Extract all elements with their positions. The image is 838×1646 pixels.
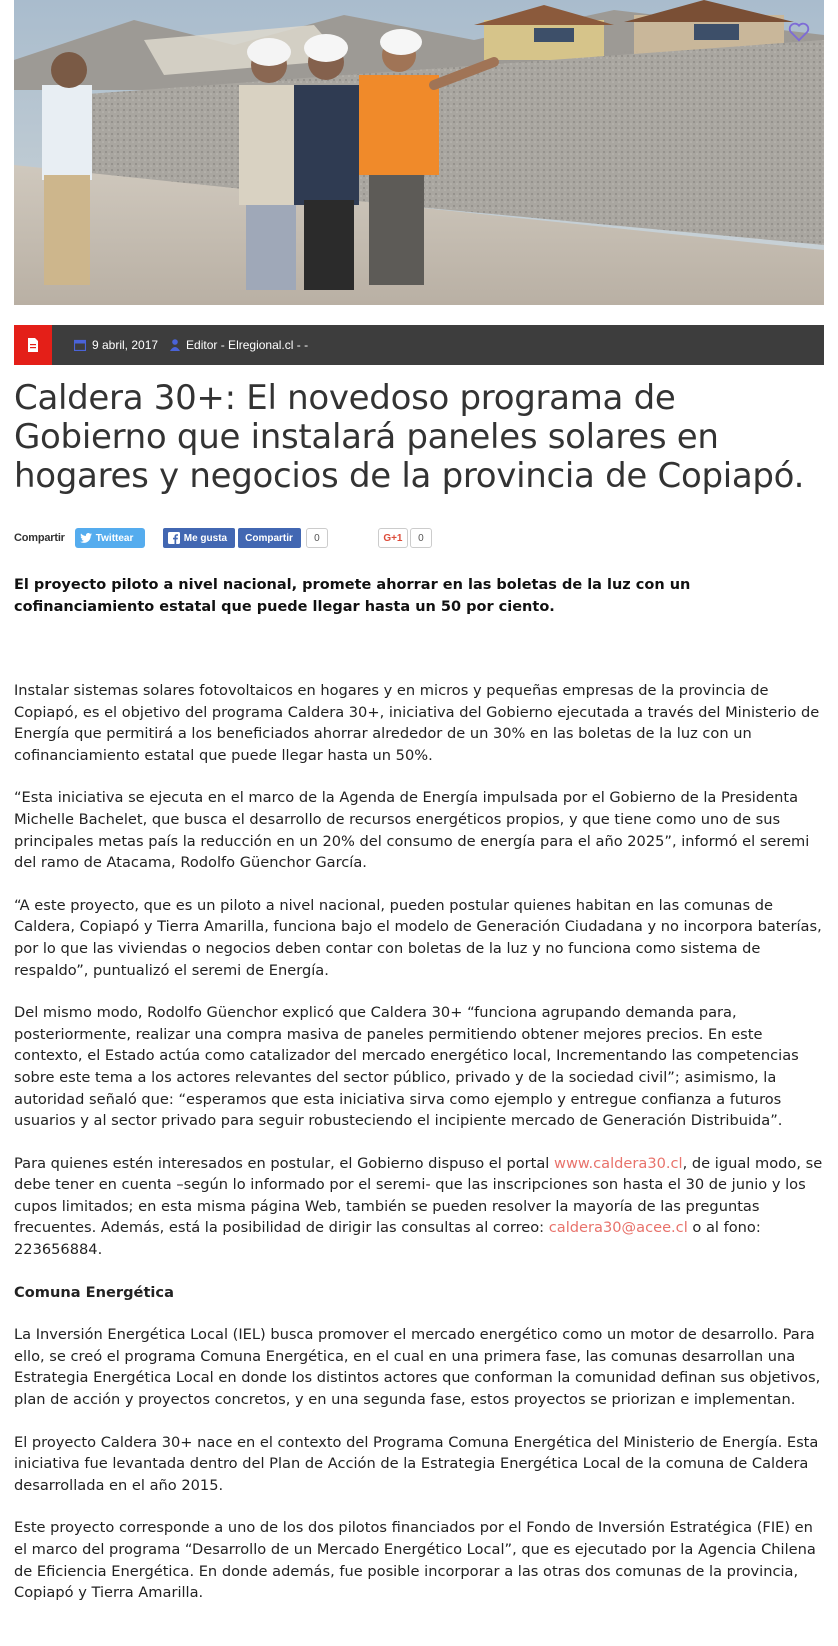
facebook-share-label: Compartir — [245, 532, 293, 544]
twitter-bird-icon — [80, 533, 92, 543]
paragraph-3: “A este proyecto, que es un piloto a nivel nacional, pueden postular quienes habitan en las comunas de Caldera, Copiapó y Tierra Amarilla, funciona bajo el modelo de Generación Ciudadana y no incorpora baterías, por lo que las viviendas o negocios deben contar con boletas de la luz y no funciona como sistema de respaldo”, puntualizó el seremi de Energía. — [14, 896, 822, 979]
share-bar — [14, 527, 432, 549]
paragraph-1: Instalar sistemas solares fotovoltaicos en hogares y en micros y pequeñas empresas de la provincia de Copiapó, es el objetivo del programa Caldera 30+, iniciativa del Gobierno ejecutada a través del Ministerio de Energía que permitirá a los beneficiados ahorrar alrededor de un 30% en las boletas de la luz con un cofinanciamiento estatal que puede llegar hasta un 50%. — [14, 682, 820, 764]
facebook-like-button[interactable] — [163, 528, 235, 548]
article-title: Caldera 30+: El novedoso programa de Gobierno que instalará paneles solares en hogares y negocios de la provincia de Copiapó. — [14, 378, 805, 496]
facebook-icon — [168, 532, 180, 544]
paragraph-5 — [14, 1153, 829, 1261]
paragraph-8: Este proyecto corresponde a uno de los dos pilotos financiados por el Fondo de Inversión Estratégica (FIE) en el marco del programa “Desarrollo de un Mercado Energético Local”, que es ejecutado por la Agencia Chilena de Eficiencia Energética. En donde además, fue posible incorporar a las otras dos comunas de la provincia, Copiapó y Tierra Amarilla. — [14, 1519, 816, 1602]
twitter-share-label: Twittear — [95, 532, 134, 544]
paragraph-5-text-a: Para quienes estén interesados en postular, el Gobierno dispuso el portal — [14, 1154, 555, 1172]
paragraph-2: “Esta iniciativa se ejecuta en el marco de la Agenda de Energía impulsada por el Gobierno de la Presidenta Michelle Bachelet, que busca el desarrollo de recursos energéticos propios, y que tiene como uno de sus principales metas país la reducción en un 20% del consumo de energía para el año 2025”, informó el seremi del ramo de Atacama, Rodolfo Güenchor García. — [14, 789, 810, 872]
post-date-text: 9 abril, 2017 — [92, 338, 159, 352]
document-icon — [27, 338, 39, 352]
email-link[interactable]: caldera30@acee.cl — [548, 1219, 688, 1237]
section-heading: Comuna Energética — [14, 1283, 174, 1301]
post-author[interactable] — [170, 338, 308, 352]
user-icon — [170, 339, 180, 351]
paragraph-4: Del mismo modo, Rodolfo Güenchor explicó que Caldera 30+ “funciona agrupando demanda para, posteriormente, realizar una compra masiva de paneles permitiendo obtener mejores precios. En este contexto, el Estado actúa como catalizador del mercado energético local, Incrementando las competencias sobre este tema a los actores relevantes del sector público, privado y de la sociedad civil”; asimismo, la autoridad señaló que: “esperamos que esta iniciativa sirva como ejemplo y entregue confianza a futuros usuarios y al sector privado para seguir robusteciendo el incipiente mercado de Generación Distribuida”. — [14, 1004, 799, 1130]
facebook-like-label: Me gusta — [183, 532, 228, 544]
article-body — [14, 680, 829, 1625]
facebook-share-count: 0 — [306, 528, 328, 548]
heart-icon[interactable] — [788, 22, 810, 42]
twitter-share-button[interactable] — [75, 528, 145, 548]
calendar-icon — [74, 339, 86, 351]
post-author-text[interactable]: Editor - Elregional.cl - - — [186, 338, 309, 352]
article-meta-bar — [14, 325, 824, 365]
article-hero-image — [14, 0, 824, 305]
google-plus-count: 0 — [410, 528, 432, 548]
post-date — [74, 338, 158, 352]
paragraph-6: La Inversión Energética Local (IEL) busca promover el mercado energético como un motor de desarrollo. Para ello, se creó el programa Comuna Energética, en el cual en una primera fase, las comunas desarrollan una Estrategia Energética Local en donde los distintos actores que conforman la comunidad definan sus objetivos, plan de acción y proyectos concretos, y en una segunda fase, estos proyectos se priorizan e implementan. — [14, 1326, 821, 1409]
paragraph-5-text-c: o al fono: 223656884. — [14, 1219, 761, 1259]
article-lead: El proyecto piloto a nivel nacional, promete ahorrar en las boletas de la luz con un cofinanciamiento estatal que puede llegar hasta un 50 por ciento. — [14, 577, 691, 615]
google-plus-button[interactable]: G+1 — [378, 528, 408, 548]
paragraph-5-text-b: , de igual modo, se debe tener en cuenta –según lo informado por el seremi- que las inscripciones son hasta el 30 de junio y los cupos limitados; en esta misma página Web, también se pueden resolver la mayoría de las preguntas frecuentes. Además, está la posibilidad de dirigir las consultas al correo: — [14, 1154, 823, 1237]
portal-link[interactable]: www.caldera30.cl — [554, 1154, 683, 1172]
share-label: Compartir — [14, 532, 65, 544]
facebook-share-button[interactable] — [238, 528, 301, 548]
post-format-badge — [14, 325, 52, 365]
paragraph-7: El proyecto Caldera 30+ nace en el contexto del Programa Comuna Energética del Ministerio de Energía. Esta iniciativa fue levantada dentro del Plan de Acción de la Estrategia Energética Local de la comuna de Caldera desarrollada en el año 2015. — [14, 1433, 819, 1494]
